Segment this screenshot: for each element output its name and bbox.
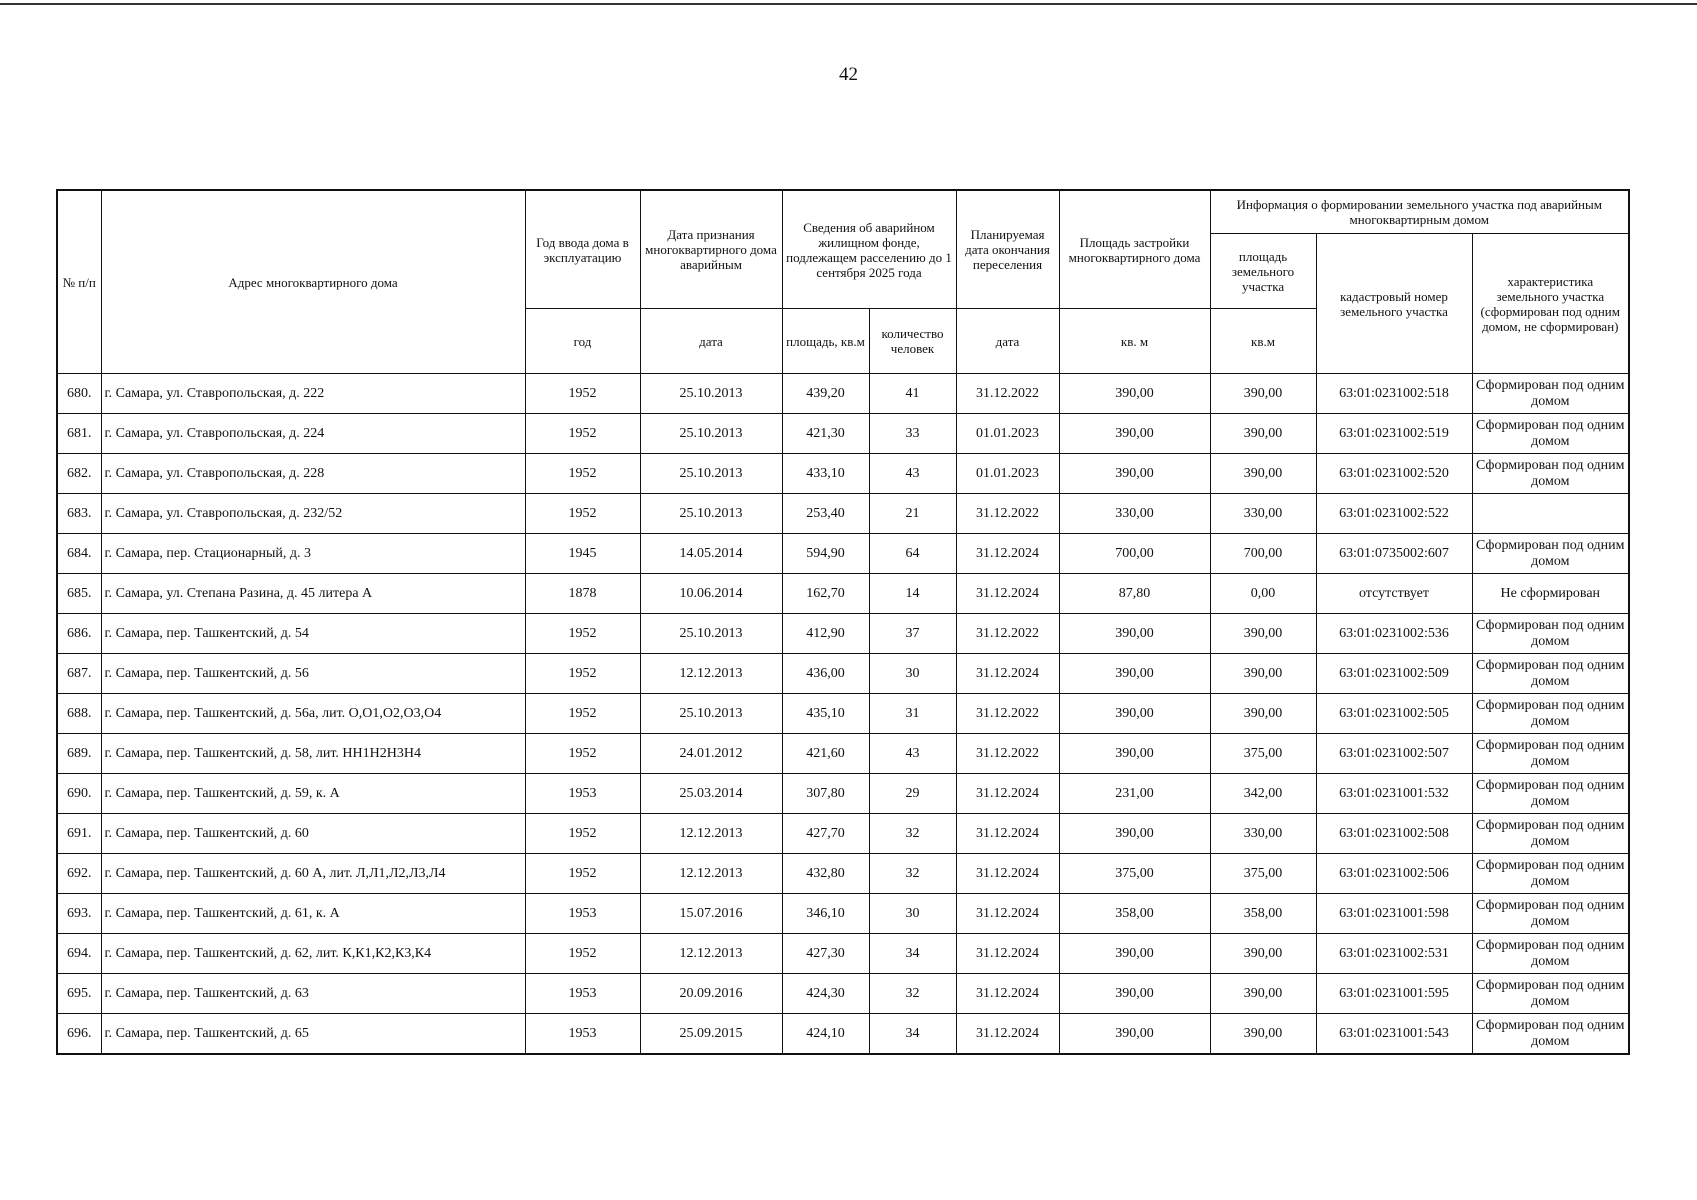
unit-people: количество человек [869, 309, 956, 374]
row-year: 1952 [525, 934, 640, 974]
row-planned: 31.12.2022 [956, 614, 1059, 654]
row-date: 14.05.2014 [640, 534, 782, 574]
row-num: 696. [57, 1014, 101, 1055]
row-land-area: 375,00 [1210, 854, 1316, 894]
row-cadastral: 63:01:0231002:508 [1316, 814, 1472, 854]
row-land-area: 330,00 [1210, 814, 1316, 854]
row-land-char: Сформирован под одним домом [1472, 734, 1629, 774]
row-date: 12.12.2013 [640, 854, 782, 894]
row-land-area: 390,00 [1210, 614, 1316, 654]
row-land-char [1472, 494, 1629, 534]
header-address: Адрес многоквартирного дома [101, 190, 525, 374]
unit-planned-date: дата [956, 309, 1059, 374]
row-date: 25.09.2015 [640, 1014, 782, 1055]
row-land-char: Сформирован под одним домом [1472, 614, 1629, 654]
row-num: 695. [57, 974, 101, 1014]
row-people: 21 [869, 494, 956, 534]
row-land-area: 375,00 [1210, 734, 1316, 774]
row-build-area: 700,00 [1059, 534, 1210, 574]
row-date: 25.10.2013 [640, 614, 782, 654]
row-land-char: Сформирован под одним домом [1472, 814, 1629, 854]
header-land-area: площадь земельного участка [1210, 234, 1316, 309]
row-area: 421,30 [782, 414, 869, 454]
row-num: 689. [57, 734, 101, 774]
row-people: 14 [869, 574, 956, 614]
table-row [57, 894, 1629, 934]
table-row [57, 614, 1629, 654]
table-row [57, 774, 1629, 814]
row-land-char: Сформирован под одним домом [1472, 414, 1629, 454]
table-row [57, 814, 1629, 854]
row-planned: 31.12.2024 [956, 1014, 1059, 1055]
row-date: 25.03.2014 [640, 774, 782, 814]
row-build-area: 375,00 [1059, 854, 1210, 894]
row-date: 24.01.2012 [640, 734, 782, 774]
row-people: 30 [869, 894, 956, 934]
row-address: г. Самара, пер. Ташкентский, д. 65 [101, 1014, 525, 1055]
row-people: 64 [869, 534, 956, 574]
row-build-area: 390,00 [1059, 734, 1210, 774]
row-land-char: Сформирован под одним домом [1472, 774, 1629, 814]
row-area: 594,90 [782, 534, 869, 574]
row-address: г. Самара, пер. Ташкентский, д. 58, лит. НН1Н2Н3Н4 [101, 734, 525, 774]
row-area: 421,60 [782, 734, 869, 774]
row-build-area: 390,00 [1059, 974, 1210, 1014]
row-date: 25.10.2013 [640, 454, 782, 494]
row-date: 25.10.2013 [640, 694, 782, 734]
row-land-area: 390,00 [1210, 1014, 1316, 1055]
row-cadastral: 63:01:0231002:505 [1316, 694, 1472, 734]
table-row [57, 534, 1629, 574]
table-row [57, 654, 1629, 694]
row-planned: 31.12.2024 [956, 974, 1059, 1014]
row-land-area: 390,00 [1210, 974, 1316, 1014]
row-people: 43 [869, 454, 956, 494]
row-people: 32 [869, 974, 956, 1014]
unit-area: площадь, кв.м [782, 309, 869, 374]
row-build-area: 390,00 [1059, 414, 1210, 454]
row-cadastral: 63:01:0231001:595 [1316, 974, 1472, 1014]
row-planned: 31.12.2022 [956, 374, 1059, 414]
row-area: 412,90 [782, 614, 869, 654]
row-land-area: 390,00 [1210, 694, 1316, 734]
row-area: 424,10 [782, 1014, 869, 1055]
row-planned: 31.12.2022 [956, 734, 1059, 774]
table-row [57, 1014, 1629, 1055]
row-num: 691. [57, 814, 101, 854]
row-year: 1952 [525, 374, 640, 414]
row-cadastral: 63:01:0231002:536 [1316, 614, 1472, 654]
row-land-char: Сформирован под одним домом [1472, 534, 1629, 574]
row-people: 30 [869, 654, 956, 694]
table-row [57, 454, 1629, 494]
row-land-area: 0,00 [1210, 574, 1316, 614]
row-land-area: 390,00 [1210, 414, 1316, 454]
row-address: г. Самара, пер. Стационарный, д. 3 [101, 534, 525, 574]
row-date: 12.12.2013 [640, 934, 782, 974]
row-people: 41 [869, 374, 956, 414]
row-address: г. Самара, ул. Степана Разина, д. 45 литера А [101, 574, 525, 614]
row-year: 1953 [525, 774, 640, 814]
row-land-area: 390,00 [1210, 454, 1316, 494]
row-area: 424,30 [782, 974, 869, 1014]
row-planned: 31.12.2024 [956, 534, 1059, 574]
table-row [57, 694, 1629, 734]
row-year: 1953 [525, 974, 640, 1014]
row-date: 20.09.2016 [640, 974, 782, 1014]
row-date: 25.10.2013 [640, 494, 782, 534]
row-year: 1952 [525, 454, 640, 494]
row-area: 427,70 [782, 814, 869, 854]
row-planned: 31.12.2024 [956, 814, 1059, 854]
table-row [57, 934, 1629, 974]
table-row [57, 414, 1629, 454]
row-cadastral: 63:01:0231002:531 [1316, 934, 1472, 974]
row-num: 685. [57, 574, 101, 614]
row-num: 688. [57, 694, 101, 734]
row-planned: 31.12.2022 [956, 494, 1059, 534]
row-date: 12.12.2013 [640, 814, 782, 854]
row-land-char: Сформирован под одним домом [1472, 934, 1629, 974]
top-rule [0, 3, 1697, 5]
row-num: 692. [57, 854, 101, 894]
table-row [57, 574, 1629, 614]
row-date: 15.07.2016 [640, 894, 782, 934]
row-year: 1952 [525, 414, 640, 454]
row-cadastral: 63:01:0231001:532 [1316, 774, 1472, 814]
row-area: 253,40 [782, 494, 869, 534]
row-date: 12.12.2013 [640, 654, 782, 694]
row-people: 29 [869, 774, 956, 814]
row-year: 1952 [525, 494, 640, 534]
row-area: 427,30 [782, 934, 869, 974]
table-row [57, 974, 1629, 1014]
row-area: 435,10 [782, 694, 869, 734]
row-year: 1952 [525, 814, 640, 854]
row-cadastral: 63:01:0231001:543 [1316, 1014, 1472, 1055]
row-cadastral: отсутствует [1316, 574, 1472, 614]
row-land-char: Сформирован под одним домом [1472, 854, 1629, 894]
row-area: 346,10 [782, 894, 869, 934]
row-build-area: 390,00 [1059, 654, 1210, 694]
table-row [57, 374, 1629, 414]
row-planned: 31.12.2024 [956, 894, 1059, 934]
row-address: г. Самара, пер. Ташкентский, д. 59, к. А [101, 774, 525, 814]
header-num: № п/п [57, 190, 101, 374]
row-build-area: 87,80 [1059, 574, 1210, 614]
row-land-char: Сформирован под одним домом [1472, 454, 1629, 494]
row-year: 1953 [525, 1014, 640, 1055]
row-num: 681. [57, 414, 101, 454]
row-land-char: Сформирован под одним домом [1472, 694, 1629, 734]
row-build-area: 390,00 [1059, 1014, 1210, 1055]
header-land-char: характеристика земельного участка (сформирован под одним домом, не сформирован) [1472, 234, 1629, 374]
row-address: г. Самара, ул. Ставропольская, д. 228 [101, 454, 525, 494]
table-body [57, 374, 1629, 1055]
row-year: 1952 [525, 694, 640, 734]
row-land-char: Не сформирован [1472, 574, 1629, 614]
row-area: 433,10 [782, 454, 869, 494]
row-planned: 31.12.2024 [956, 854, 1059, 894]
row-planned: 31.12.2024 [956, 774, 1059, 814]
row-build-area: 390,00 [1059, 934, 1210, 974]
row-address: г. Самара, ул. Ставропольская, д. 232/52 [101, 494, 525, 534]
row-people: 43 [869, 734, 956, 774]
row-year: 1945 [525, 534, 640, 574]
row-people: 31 [869, 694, 956, 734]
row-land-area: 390,00 [1210, 374, 1316, 414]
row-build-area: 358,00 [1059, 894, 1210, 934]
row-num: 694. [57, 934, 101, 974]
row-planned: 31.12.2024 [956, 934, 1059, 974]
row-people: 32 [869, 854, 956, 894]
row-year: 1878 [525, 574, 640, 614]
row-planned: 31.12.2024 [956, 574, 1059, 614]
row-planned: 01.01.2023 [956, 454, 1059, 494]
row-num: 686. [57, 614, 101, 654]
row-year: 1953 [525, 894, 640, 934]
row-address: г. Самара, пер. Ташкентский, д. 60 [101, 814, 525, 854]
row-address: г. Самара, пер. Ташкентский, д. 54 [101, 614, 525, 654]
row-num: 693. [57, 894, 101, 934]
row-num: 680. [57, 374, 101, 414]
header-emergency-fund: Сведения об аварийном жилищном фонде, подлежащем расселению до 1 сентября 2025 года [782, 190, 956, 309]
row-address: г. Самара, пер. Ташкентский, д. 56а, лит. О,О1,О2,О3,О4 [101, 694, 525, 734]
row-build-area: 330,00 [1059, 494, 1210, 534]
row-build-area: 390,00 [1059, 454, 1210, 494]
unit-building-sqm: кв. м [1059, 309, 1210, 374]
header-cadastral: кадастровый номер земельного участка [1316, 234, 1472, 374]
header-land-info: Информация о формировании земельного участка под аварийным многоквартирным домом [1210, 190, 1629, 234]
row-cadastral: 63:01:0231002:518 [1316, 374, 1472, 414]
row-cadastral: 63:01:0231002:522 [1316, 494, 1472, 534]
row-land-area: 330,00 [1210, 494, 1316, 534]
row-address: г. Самара, ул. Ставропольская, д. 224 [101, 414, 525, 454]
page-number: 42 [839, 64, 858, 85]
unit-date: дата [640, 309, 782, 374]
row-land-char: Сформирован под одним домом [1472, 374, 1629, 414]
row-address: г. Самара, пер. Ташкентский, д. 63 [101, 974, 525, 1014]
header-planned-date: Планируемая дата окончания переселения [956, 190, 1059, 309]
row-area: 436,00 [782, 654, 869, 694]
table-row [57, 734, 1629, 774]
row-people: 32 [869, 814, 956, 854]
row-build-area: 231,00 [1059, 774, 1210, 814]
row-people: 37 [869, 614, 956, 654]
row-year: 1952 [525, 614, 640, 654]
row-people: 34 [869, 1014, 956, 1055]
header-year-commission: Год ввода дома в эксплуатацию [525, 190, 640, 309]
row-date: 25.10.2013 [640, 374, 782, 414]
row-build-area: 390,00 [1059, 694, 1210, 734]
row-land-area: 700,00 [1210, 534, 1316, 574]
table-row [57, 494, 1629, 534]
row-people: 34 [869, 934, 956, 974]
row-build-area: 390,00 [1059, 814, 1210, 854]
row-cadastral: 63:01:0231001:598 [1316, 894, 1472, 934]
row-land-char: Сформирован под одним домом [1472, 654, 1629, 694]
row-date: 10.06.2014 [640, 574, 782, 614]
row-area: 432,80 [782, 854, 869, 894]
row-build-area: 390,00 [1059, 614, 1210, 654]
row-cadastral: 63:01:0231002:507 [1316, 734, 1472, 774]
row-year: 1952 [525, 854, 640, 894]
row-num: 690. [57, 774, 101, 814]
row-address: г. Самара, ул. Ставропольская, д. 222 [101, 374, 525, 414]
row-area: 307,80 [782, 774, 869, 814]
row-address: г. Самара, пер. Ташкентский, д. 62, лит. К,К1,К2,К3,К4 [101, 934, 525, 974]
row-cadastral: 63:01:0735002:607 [1316, 534, 1472, 574]
header-building-area: Площадь застройки многоквартирного дома [1059, 190, 1210, 309]
row-cadastral: 63:01:0231002:506 [1316, 854, 1472, 894]
row-people: 33 [869, 414, 956, 454]
row-num: 684. [57, 534, 101, 574]
row-land-area: 342,00 [1210, 774, 1316, 814]
table-row [57, 854, 1629, 894]
row-build-area: 390,00 [1059, 374, 1210, 414]
row-address: г. Самара, пер. Ташкентский, д. 61, к. А [101, 894, 525, 934]
row-land-area: 390,00 [1210, 934, 1316, 974]
row-address: г. Самара, пер. Ташкентский, д. 60 А, лит. Л,Л1,Л2,Л3,Л4 [101, 854, 525, 894]
row-address: г. Самара, пер. Ташкентский, д. 56 [101, 654, 525, 694]
row-land-char: Сформирован под одним домом [1472, 1014, 1629, 1055]
row-planned: 31.12.2022 [956, 694, 1059, 734]
row-land-area: 390,00 [1210, 654, 1316, 694]
row-cadastral: 63:01:0231002:509 [1316, 654, 1472, 694]
header-date-recognized: Дата признания многоквартирного дома аварийным [640, 190, 782, 309]
row-year: 1952 [525, 734, 640, 774]
row-land-area: 358,00 [1210, 894, 1316, 934]
row-num: 683. [57, 494, 101, 534]
emergency-housing-table [56, 189, 1630, 1055]
row-date: 25.10.2013 [640, 414, 782, 454]
row-area: 439,20 [782, 374, 869, 414]
row-cadastral: 63:01:0231002:520 [1316, 454, 1472, 494]
row-cadastral: 63:01:0231002:519 [1316, 414, 1472, 454]
row-area: 162,70 [782, 574, 869, 614]
unit-land-sqm: кв.м [1210, 309, 1316, 374]
row-planned: 01.01.2023 [956, 414, 1059, 454]
row-land-char: Сформирован под одним домом [1472, 894, 1629, 934]
row-year: 1952 [525, 654, 640, 694]
row-num: 687. [57, 654, 101, 694]
row-num: 682. [57, 454, 101, 494]
unit-year: год [525, 309, 640, 374]
row-planned: 31.12.2024 [956, 654, 1059, 694]
row-land-char: Сформирован под одним домом [1472, 974, 1629, 1014]
